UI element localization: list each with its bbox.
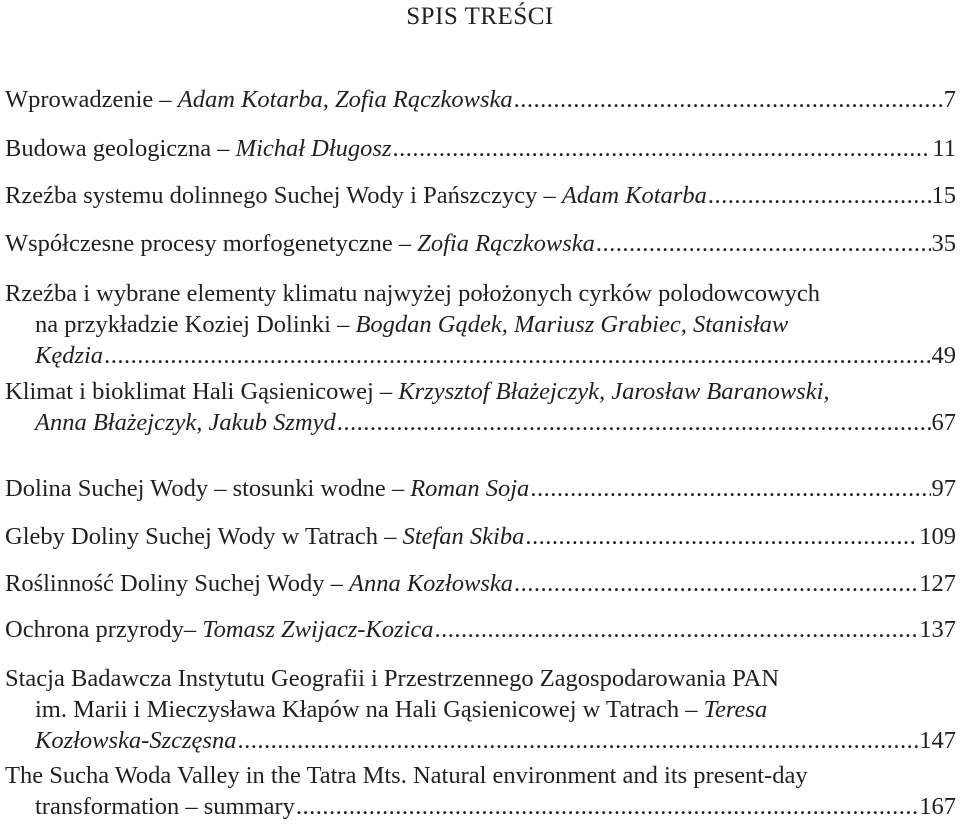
toc-entry-line <box>5 340 956 371</box>
toc-entry <box>5 278 956 371</box>
toc-entry <box>5 180 956 211</box>
dot-leader <box>296 791 918 822</box>
toc-entry-title: The Sucha Woda Valley in the Tatra Mts. Natural environment and its present-day <box>5 762 808 789</box>
dot-leader <box>525 521 918 552</box>
toc-entry-title: Współczesne procesy morfogenetyczne – <box>5 230 418 257</box>
toc-entry-title: Klimat i bioklimat Hali Gąsienicowej – <box>5 378 399 405</box>
toc-entry-text <box>5 278 820 309</box>
toc-entry-text <box>35 791 295 822</box>
dot-leader <box>104 340 930 371</box>
toc-entry-title: Ochrona przyrody– <box>5 616 203 643</box>
page-number: 11 <box>932 135 956 162</box>
dot-leader <box>393 133 932 164</box>
toc-entry-title: Rzeźba i wybrane elementy klimatu najwyżej położonych cyrków polodowcowych <box>5 280 821 307</box>
toc-entry-line <box>5 760 956 791</box>
toc-entry-text <box>5 473 529 504</box>
toc-entry-text <box>5 228 595 259</box>
toc-entry-text <box>35 725 236 756</box>
toc-entry-author: Krzysztof Błażejczyk, Jarosław Baranowski, <box>398 378 830 405</box>
page-number: 109 <box>919 523 956 550</box>
page-title: SPIS TREŚCI <box>406 3 554 30</box>
toc-entry-text <box>5 568 513 599</box>
toc-entry-text <box>5 180 707 211</box>
toc-entry-line <box>5 228 956 259</box>
toc-entry-author: Kozłowska-Szczęsna <box>35 727 237 754</box>
toc-entry-author: Roman Soja <box>410 475 530 502</box>
toc-entry-line <box>5 791 956 822</box>
page-number: 7 <box>943 86 956 113</box>
dot-leader <box>596 228 931 259</box>
toc-entry-text <box>5 376 830 407</box>
toc-entry-author: Stefan Skiba <box>402 523 525 550</box>
toc-entry-text <box>5 760 808 791</box>
toc-entry-line <box>5 568 956 599</box>
toc-entry-title: Roślinność Doliny Suchej Wody – <box>5 570 349 597</box>
toc-entry-line <box>5 725 956 756</box>
dot-leader <box>237 725 918 756</box>
page-number: 67 <box>931 409 956 436</box>
toc-entry-text <box>5 133 392 164</box>
toc-entry-title: Rzeźba systemu dolinnego Suchej Wody i Pańszczycy – <box>5 182 562 209</box>
toc-entry-title: Stacja Badawcza Instytutu Geografii i Przestrzennego Zagospodarowania PAN <box>5 665 780 692</box>
toc-entry-title: na przykładzie Koziej Dolinki – <box>35 311 356 338</box>
toc-entry <box>5 663 956 756</box>
toc-entry-text <box>35 309 788 340</box>
toc-entry-author: Anna Błażejczyk, Jakub Szmyd <box>35 409 336 436</box>
toc-entry-text <box>5 663 779 694</box>
toc-entry-line <box>5 663 956 694</box>
toc-entry <box>5 228 956 259</box>
toc-entry-title: im. Marii i Mieczysława Kłapów na Hali Gąsienicowej w Tatrach – <box>35 696 704 723</box>
page-number: 147 <box>919 727 956 754</box>
toc-entry-author: Michał Długosz <box>235 135 392 162</box>
toc-entry-line <box>5 407 956 438</box>
toc-entry <box>5 614 956 645</box>
toc-entry-author: Tomasz Zwijacz-Kozica <box>202 616 434 643</box>
toc-entry <box>5 133 956 164</box>
toc-entry <box>5 473 956 504</box>
toc-entry <box>5 521 956 552</box>
page-number: 137 <box>919 616 956 643</box>
page-number: 15 <box>931 182 956 209</box>
toc-entry-line <box>5 614 956 645</box>
dot-leader <box>530 473 930 504</box>
toc-entry-title: Dolina Suchej Wody – stosunki wodne – <box>5 475 411 502</box>
toc-entry-line <box>5 309 956 340</box>
page-number: 127 <box>919 570 956 597</box>
toc-entry-text <box>35 694 767 725</box>
toc-entry-title: Gleby Doliny Suchej Wody w Tatrach – <box>5 523 403 550</box>
toc-entry-author: Anna Kozłowska <box>348 570 514 597</box>
toc-entry-line <box>5 180 956 211</box>
toc-entry-line <box>5 694 956 725</box>
dot-leader <box>435 614 919 645</box>
toc-entry-author: Kędzia <box>35 342 104 369</box>
toc-entry-text <box>5 521 524 552</box>
toc-entry-text <box>35 340 103 371</box>
dot-leader <box>514 568 918 599</box>
page-number: 35 <box>931 230 956 257</box>
page-number: 49 <box>931 342 956 369</box>
toc-entry-author: Zofia Rączkowska <box>417 230 595 257</box>
page-number: 167 <box>919 793 956 820</box>
toc-entry <box>5 84 956 115</box>
toc-entry-author: Adam Kotarba, Zofia Rączkowska <box>177 86 513 113</box>
toc-entry-text <box>5 614 434 645</box>
toc-entry-text <box>5 84 513 115</box>
toc-entry-author: Teresa <box>703 696 768 723</box>
toc-entry-author: Bogdan Gądek, Mariusz Grabiec, Stanisław <box>355 311 789 338</box>
dot-leader <box>337 407 931 438</box>
toc-entry <box>5 760 956 822</box>
toc-entry-line <box>5 84 956 115</box>
toc-entry-title: transformation – summary <box>35 793 295 820</box>
toc-entry-line <box>5 376 956 407</box>
toc-entry-line <box>5 278 956 309</box>
toc-entry-title: Budowa geologiczna – <box>5 135 236 162</box>
toc-entry-line <box>5 521 956 552</box>
toc-entry <box>5 376 956 438</box>
toc-entry-title: Wprowadzenie – <box>5 86 178 113</box>
dot-leader <box>514 84 943 115</box>
page-number: 97 <box>931 475 956 502</box>
toc-entry <box>5 568 956 599</box>
toc-entry-line <box>5 133 956 164</box>
toc-entry-line <box>5 473 956 504</box>
toc-entry-text <box>35 407 336 438</box>
dot-leader <box>708 180 931 211</box>
toc-entry-author: Adam Kotarba <box>561 182 707 209</box>
